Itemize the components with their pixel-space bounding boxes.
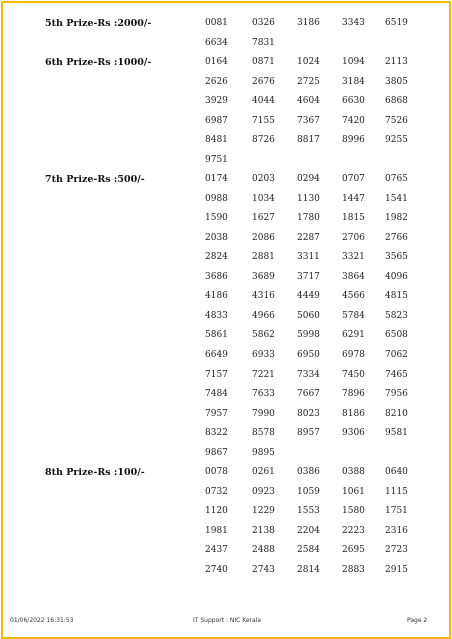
footer-page-number: Page 2 (407, 617, 428, 624)
ticket-number: 3929 (205, 96, 228, 107)
ticket-number: 0174 (205, 174, 228, 185)
ticket-number: 2695 (342, 545, 365, 556)
prize-label: 5th Prize-Rs :2000/- (45, 18, 152, 29)
ticket-number: 2626 (205, 76, 228, 87)
ticket-number: 1541 (385, 193, 408, 204)
ticket-number: 1815 (342, 213, 365, 224)
ticket-number: 5784 (342, 310, 365, 321)
ticket-number: 2725 (297, 76, 320, 87)
ticket-number: 1094 (342, 57, 365, 68)
ticket-number: 2437 (205, 545, 228, 556)
ticket-number: 1751 (385, 506, 408, 517)
ticket-number: 2676 (252, 76, 275, 87)
ticket-number: 6634 (205, 37, 228, 48)
ticket-number: 5060 (297, 310, 320, 321)
ticket-number: 2824 (205, 252, 228, 263)
ticket-number: 2287 (297, 232, 320, 243)
ticket-number: 2740 (205, 564, 228, 575)
ticket-number: 2038 (205, 232, 228, 243)
ticket-number: 6508 (385, 330, 408, 341)
ticket-number: 1447 (342, 193, 365, 204)
ticket-number: 9306 (342, 428, 365, 439)
ticket-number: 8210 (385, 408, 408, 419)
ticket-number: 2814 (297, 564, 320, 575)
ticket-number: 6978 (342, 350, 365, 360)
ticket-number: 8322 (205, 428, 228, 439)
ticket-number: 0923 (252, 486, 275, 497)
ticket-number: 8023 (297, 408, 320, 419)
ticket-number: 0988 (205, 193, 228, 204)
ticket-number: 0294 (297, 174, 320, 185)
ticket-number: 9867 (205, 447, 228, 458)
ticket-number: 7831 (252, 37, 275, 48)
ticket-number: 7990 (252, 408, 275, 419)
ticket-number: 0388 (342, 467, 365, 478)
ticket-number: 1553 (297, 506, 320, 517)
ticket-number: 0640 (385, 467, 408, 478)
ticket-number: 3717 (297, 271, 320, 282)
ticket-number: 7667 (297, 389, 320, 400)
ticket-number: 7062 (385, 350, 408, 360)
ticket-number: 0386 (297, 467, 320, 478)
ticket-number: 7484 (205, 389, 228, 400)
ticket-number: 8578 (252, 428, 275, 439)
ticket-number: 2488 (252, 545, 275, 556)
ticket-number: 2204 (297, 525, 320, 536)
ticket-number: 1780 (297, 213, 320, 224)
ticket-number: 7450 (342, 369, 365, 380)
ticket-number: 4566 (342, 291, 365, 302)
ticket-number: 3343 (342, 18, 365, 28)
ticket-number: 1061 (342, 486, 365, 497)
ticket-number: 5862 (252, 330, 275, 341)
ticket-number: 7420 (342, 115, 365, 126)
ticket-number: 8726 (252, 135, 275, 146)
ticket-number: 9581 (385, 428, 408, 439)
ticket-number: 1580 (342, 506, 365, 517)
ticket-number: 6933 (252, 350, 275, 360)
ticket-number: 7157 (205, 369, 228, 380)
ticket-number: 4096 (385, 271, 408, 282)
ticket-number: 3311 (297, 252, 320, 263)
ticket-number: 2086 (252, 232, 275, 243)
ticket-number: 0203 (252, 174, 275, 185)
ticket-number: 1059 (297, 486, 320, 497)
ticket-number: 3689 (252, 271, 275, 282)
ticket-number: 7465 (385, 369, 408, 380)
ticket-number: 6649 (205, 350, 228, 360)
ticket-number: 3805 (385, 76, 408, 87)
ticket-number: 8817 (297, 135, 320, 146)
ticket-number: 1590 (205, 213, 228, 224)
ticket-number: 8186 (342, 408, 365, 419)
ticket-number: 1034 (252, 193, 275, 204)
ticket-number: 7367 (297, 115, 320, 126)
ticket-number: 5998 (297, 330, 320, 341)
ticket-number: 0078 (205, 467, 228, 478)
ticket-number: 0326 (252, 18, 275, 28)
ticket-number: 2723 (385, 545, 408, 556)
ticket-number: 1981 (205, 525, 228, 536)
ticket-number: 0164 (205, 57, 228, 68)
ticket-number: 3184 (342, 76, 365, 87)
ticket-number: 7526 (385, 115, 408, 126)
prize-label: 8th Prize-Rs :100/- (45, 467, 145, 479)
ticket-number: 2113 (385, 57, 408, 68)
ticket-number: 0707 (342, 174, 365, 185)
ticket-number: 7957 (205, 408, 228, 419)
ticket-number: 1115 (385, 486, 408, 497)
ticket-number: 2223 (342, 525, 365, 536)
ticket-number: 6291 (342, 330, 365, 341)
prize-label: 6th Prize-Rs :1000/- (45, 57, 152, 69)
ticket-number: 1120 (205, 506, 228, 517)
ticket-number: 7221 (252, 369, 275, 380)
ticket-number: 3186 (297, 18, 320, 28)
ticket-number: 9751 (205, 154, 228, 165)
ticket-number: 8957 (297, 428, 320, 439)
ticket-number: 0765 (385, 174, 408, 185)
ticket-number: 3321 (342, 252, 365, 263)
ticket-number: 9255 (385, 135, 408, 146)
ticket-number: 7155 (252, 115, 275, 126)
ticket-number: 2915 (385, 564, 408, 575)
page-border (1, 1, 451, 639)
ticket-number: 2883 (342, 564, 365, 575)
prize-label: 7th Prize-Rs :500/- (45, 174, 145, 186)
results-table (3, 3, 449, 637)
ticket-number: 8481 (205, 135, 228, 146)
ticket-number: 4316 (252, 291, 275, 302)
footer-timestamp: 01/06/2022 16:31:53 (10, 617, 74, 624)
ticket-number: 0081 (205, 18, 228, 28)
ticket-number: 7633 (252, 389, 275, 400)
ticket-number: 2743 (252, 564, 275, 575)
ticket-number: 1130 (297, 193, 320, 204)
ticket-number: 1229 (252, 506, 275, 517)
ticket-number: 2706 (342, 232, 365, 243)
ticket-number: 4044 (252, 96, 275, 107)
ticket-number: 2316 (385, 525, 408, 536)
footer-support: IT Support : NIC Kerala (193, 617, 262, 624)
ticket-number: 7896 (342, 389, 365, 400)
ticket-number: 0261 (252, 467, 275, 478)
ticket-number: 4186 (205, 291, 228, 302)
ticket-number: 0871 (252, 57, 275, 68)
ticket-number: 6950 (297, 350, 320, 360)
ticket-number: 3565 (385, 252, 408, 263)
ticket-number: 6630 (342, 96, 365, 107)
ticket-number: 1024 (297, 57, 320, 68)
ticket-number: 4966 (252, 310, 275, 321)
ticket-number: 5823 (385, 310, 408, 321)
ticket-number: 4815 (385, 291, 408, 302)
ticket-number: 6868 (385, 96, 408, 107)
ticket-number: 2766 (385, 232, 408, 243)
ticket-number: 6987 (205, 115, 228, 126)
ticket-number: 7956 (385, 389, 408, 400)
ticket-number: 5861 (205, 330, 228, 341)
ticket-number: 0732 (205, 486, 228, 497)
ticket-number: 4604 (297, 96, 320, 107)
ticket-number: 3686 (205, 271, 228, 282)
ticket-number: 4449 (297, 291, 320, 302)
ticket-number: 7334 (297, 369, 320, 380)
ticket-number: 3864 (342, 271, 365, 282)
ticket-number: 9895 (252, 447, 275, 458)
ticket-number: 2138 (252, 525, 275, 536)
ticket-number: 6519 (385, 18, 408, 28)
ticket-number: 8996 (342, 135, 365, 146)
ticket-number: 2881 (252, 252, 275, 263)
ticket-number: 4833 (205, 310, 228, 321)
ticket-number: 1982 (385, 213, 408, 224)
ticket-number: 1627 (252, 213, 275, 224)
ticket-number: 2584 (297, 545, 320, 556)
